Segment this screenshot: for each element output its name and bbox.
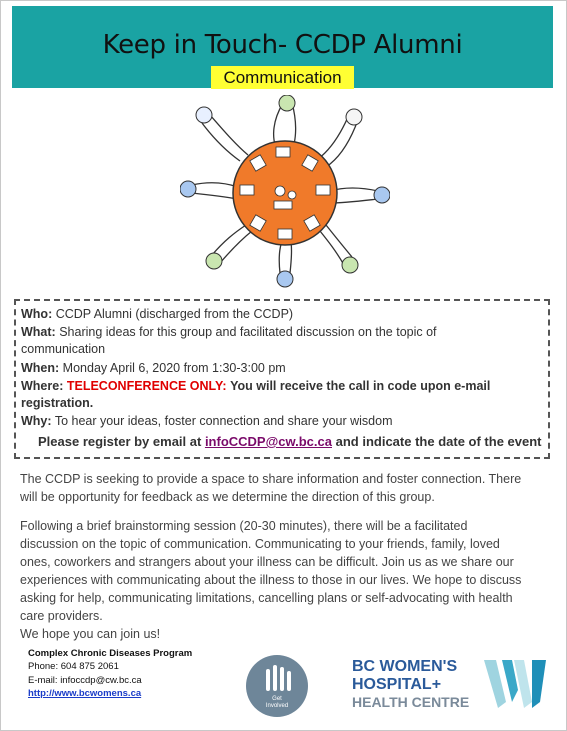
why-label: Why: (21, 414, 52, 428)
when-line (21, 361, 286, 375)
para2-line6: care providers. (20, 609, 103, 623)
who-line (21, 307, 293, 321)
para2-line2: discussion on the topic of communication. Communicating to your friends, family, loved (20, 537, 500, 551)
why-text: To hear your ideas, foster connection and share your wisdom (54, 414, 393, 428)
get-involved-logo (246, 655, 308, 717)
para1-line1: The CCDP is seeking to provide a space to share information and foster connection. There (20, 472, 522, 486)
para2-line3: ones, coworkers and strangers about your illness can be difficult. Join us as we share our (20, 555, 514, 569)
who-label: Who: (21, 307, 53, 321)
where-highlight: TELECONFERENCE ONLY: (66, 379, 227, 393)
register-email-link[interactable]: infoCCDP@cw.bc.ca (204, 434, 332, 449)
closing-line: We hope you can join us! (20, 627, 161, 641)
where-text-1: You will receive the call in code upon e-mail (230, 379, 491, 393)
when-label: When: (21, 361, 60, 375)
footer-website[interactable]: http://www.bcwomens.ca (28, 688, 142, 699)
para2-line4: experiences with communicating about the illness to those in our lives. We hope to discuss (20, 573, 522, 587)
when-text: Monday April 6, 2020 from 1:30-3:00 pm (62, 361, 286, 375)
footer-phone: Phone: 604 875 2061 (28, 661, 119, 672)
para2-line1: Following a brief brainstorming session (20-30 minutes), there will be a facilitated (20, 519, 468, 533)
what-line (21, 325, 437, 339)
bc-womens-w-logo (484, 660, 554, 710)
footer-program: Complex Chronic Diseases Program (28, 648, 193, 659)
intro-paragraph (20, 470, 550, 506)
where-label: Where: (21, 379, 64, 393)
page-subtitle: Communication (211, 66, 354, 89)
para2-line5: asking for help, communicating limitations, cancelling plans or self-advocating with health (20, 591, 513, 605)
hospital-line3: HEALTH CENTRE (352, 694, 470, 710)
register-line (38, 434, 542, 449)
footer-website-link[interactable] (28, 688, 141, 699)
hospital-line2: HOSPITAL+ (352, 676, 442, 693)
event-info-box (14, 299, 550, 459)
who-text: CCDP Alumni (discharged from the CCDP) (55, 307, 294, 321)
badge-text-2: Involved (265, 703, 289, 709)
what-text-1: Sharing ideas for this group and facilitated discussion on the topic of (59, 325, 437, 339)
why-line (21, 414, 393, 428)
where-text-2: registration. (21, 396, 94, 410)
register-suffix: and indicate the date of the event (335, 434, 542, 449)
para1-line2: will be opportunity for feedback as we determine the direction of this group. (20, 490, 435, 504)
detail-paragraph (20, 517, 550, 625)
page-title: Keep in Touch- CCDP Alumni (102, 30, 463, 60)
people-around-table-icon (180, 95, 390, 290)
get-involved-text (246, 696, 308, 710)
where-line (21, 379, 490, 393)
what-label: What: (21, 325, 56, 339)
hospital-line1: BC WOMEN'S (352, 658, 458, 675)
register-prefix: Please register by email at (38, 434, 202, 449)
what-text-2: communication (21, 342, 106, 356)
footer-email: E-mail: infoccdp@cw.bc.ca (28, 675, 142, 686)
badge-text-1: Get (272, 696, 282, 702)
